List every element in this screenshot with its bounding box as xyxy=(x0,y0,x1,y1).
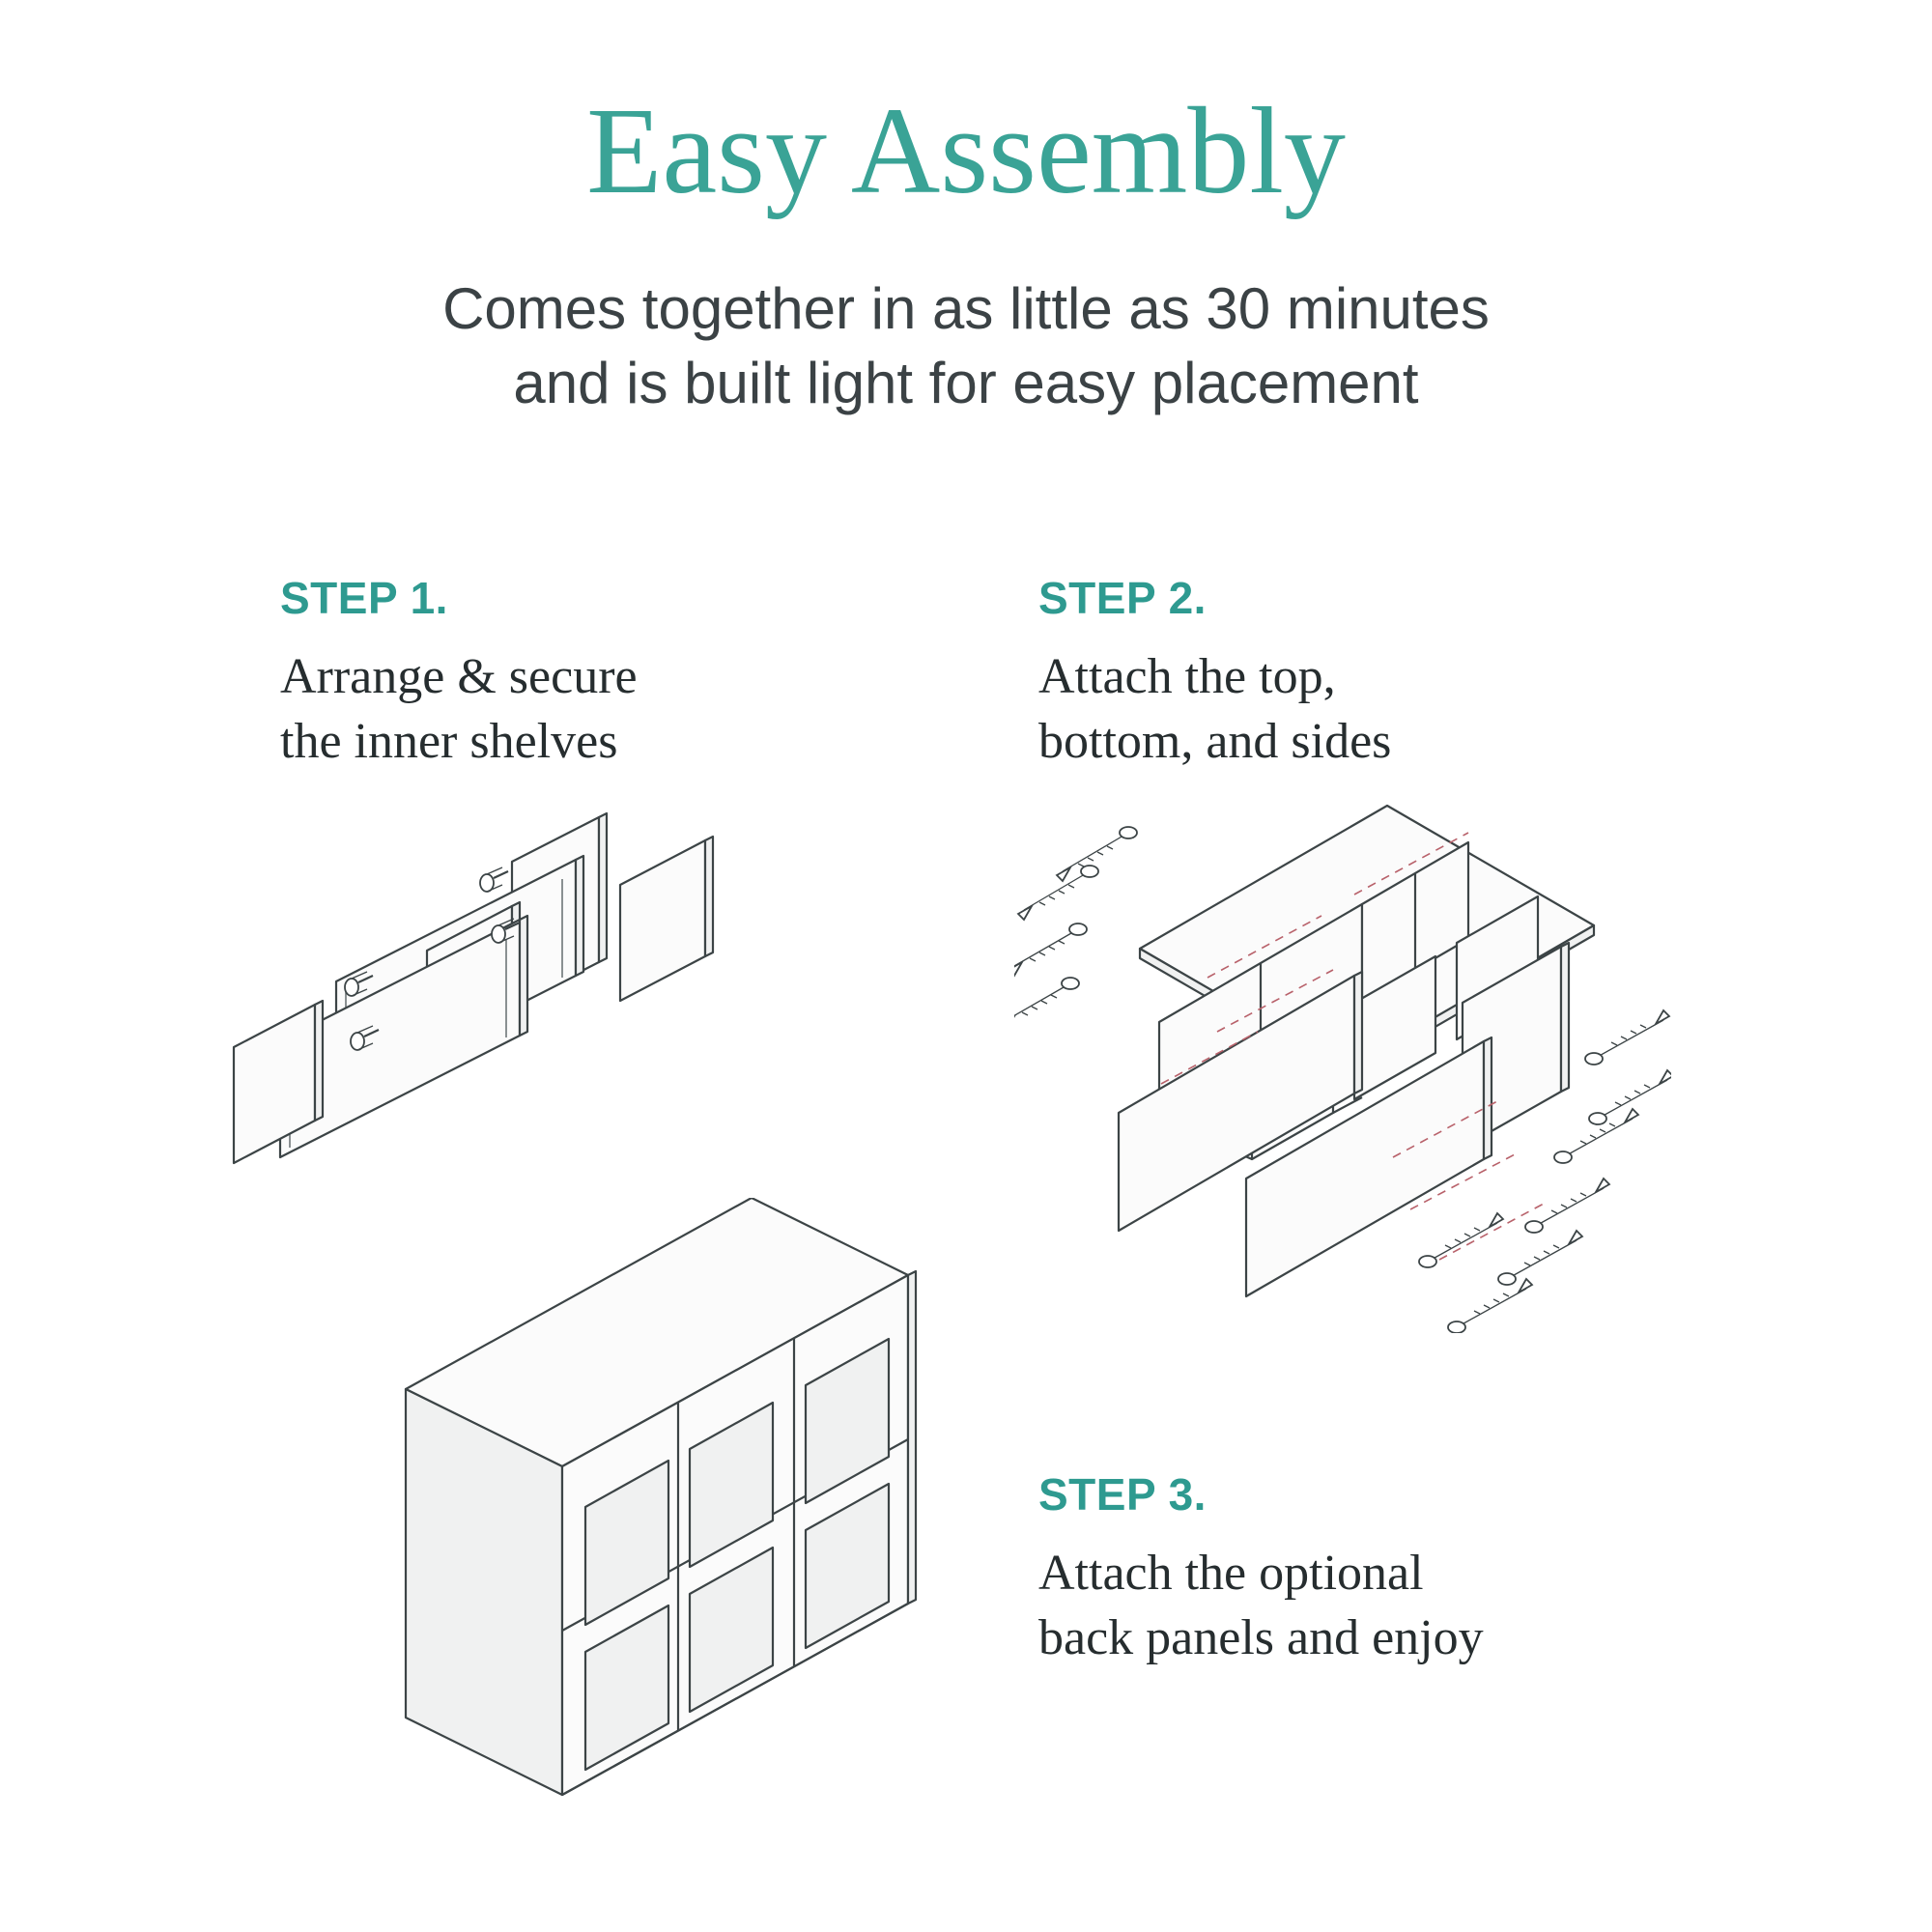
screw-bottom-1 xyxy=(1525,1179,1609,1233)
step-3-illustration xyxy=(396,1198,995,1835)
subtitle-line-2: and is built light for easy placement xyxy=(513,350,1419,415)
screw-top-3 xyxy=(1014,923,1087,976)
step-2-text-block xyxy=(1038,572,1391,774)
screw-top-4 xyxy=(1014,978,1079,1030)
step-1-illustration xyxy=(222,782,821,1227)
step-3-description xyxy=(1038,1542,1484,1670)
subtitle-line-1: Comes together in as little as 30 minutes xyxy=(442,276,1490,341)
finished-six-cube-organizer-diagram xyxy=(396,1198,995,1835)
screw-right-1 xyxy=(1585,1010,1669,1065)
screw-bottom-2 xyxy=(1498,1231,1582,1285)
screw-bottom-4 xyxy=(1419,1213,1503,1267)
step-1-desc-line-2: the inner shelves xyxy=(280,713,618,769)
exploded-inner-shelves-diagram xyxy=(222,782,821,1227)
step-3-text-block xyxy=(1038,1468,1484,1670)
step-1-text-block xyxy=(280,572,638,774)
step-3-desc-line-1: Attach the optional xyxy=(1038,1546,1424,1601)
step-3-desc-line-2: back panels and enjoy xyxy=(1038,1609,1484,1665)
divider-panel-upper-right xyxy=(620,837,713,1001)
step-2-desc-line-1: Attach the top, xyxy=(1038,649,1336,704)
cam-lock-connector-1 xyxy=(480,867,508,892)
step-2-heading: STEP 2. xyxy=(1038,573,1207,623)
page-subtitle xyxy=(0,272,1932,421)
page-title: Easy Assembly xyxy=(586,82,1346,219)
step-1-desc-line-1: Arrange & secure xyxy=(280,649,638,704)
step-2-desc-line-2: bottom, and sides xyxy=(1038,713,1392,769)
screw-bottom-3 xyxy=(1448,1279,1532,1333)
step-2-illustration xyxy=(1014,773,1671,1333)
step-3-heading: STEP 3. xyxy=(1038,1469,1207,1520)
exploded-top-bottom-sides-with-screws-diagram xyxy=(1014,773,1671,1333)
step-1-heading: STEP 1. xyxy=(280,573,448,623)
step-1-description xyxy=(280,645,638,774)
step-2-description xyxy=(1038,645,1391,774)
cube-organizer-right-edge xyxy=(908,1271,916,1604)
